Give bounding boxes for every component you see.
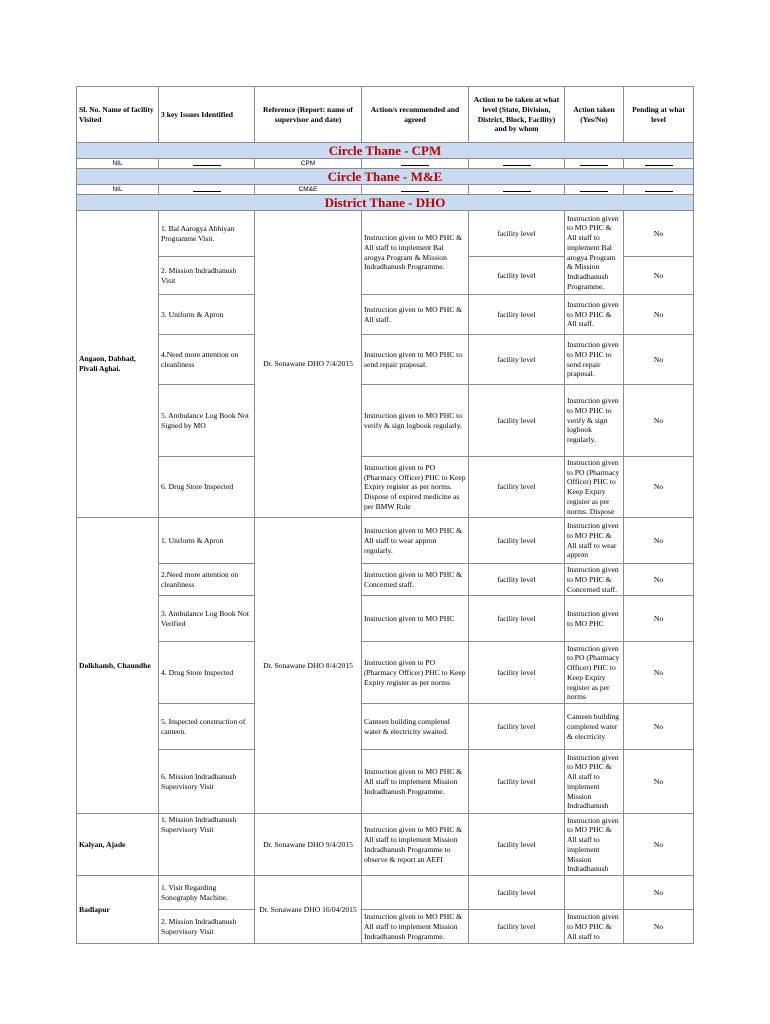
action-cell: Instruction given to MO PHC <box>362 596 469 642</box>
pending-cell: No <box>624 910 694 944</box>
table-row <box>77 335 694 385</box>
action-cell: Canteen building completed water & electricity swaited. <box>362 704 469 750</box>
pending-cell: No <box>624 642 694 704</box>
reference-cell: Dr. Sonawane DHO 16/04/2015 <box>255 876 362 944</box>
action-cell: Instruction given to MO PHC & All staff to implement Bal arogya Program & Mission Indradhanush Programme. <box>362 211 469 295</box>
pending-cell: No <box>624 704 694 750</box>
taken-cell: Instruction given to PO (Pharmacy Officer) PHC to Keep Expiry register as per norms <box>565 642 624 704</box>
table-row <box>77 518 694 564</box>
table-row <box>77 876 694 910</box>
taken-cell: Instruction given to MO PHC & All staff to implement Bal arogya Program & Mission Indradhanush Programme. <box>565 211 624 295</box>
pending-cell: No <box>624 876 694 910</box>
action-cell: Instruction given to MO PHC & All staff. <box>362 295 469 335</box>
issue-cell: 2.Need more attention on cleanliness <box>159 564 255 596</box>
action-cell: Instruction given to MO PHC & All staff to implement Mission Indradhanush Programme. <box>362 750 469 814</box>
issue-cell: 1. Bal Aarogya Abhiyan Programme Visit. <box>159 211 255 257</box>
issue-cell: 1. Mission Indradhanush Supervisory Visit <box>159 814 255 876</box>
section-me-row <box>77 169 694 185</box>
issue-cell: 5. Inspected construction of canteen. <box>159 704 255 750</box>
reference-cell: Dr. Sonawane DHO 9/4/2015 <box>255 814 362 876</box>
taken-cell: Instruction given to MO PHC to send repair praposal. <box>565 335 624 385</box>
pending-cell: No <box>624 211 694 257</box>
action-taken-report-table <box>76 86 694 944</box>
taken-cell: Instruction given to MO PHC & All staff. <box>565 295 624 335</box>
blank-mark <box>401 186 429 192</box>
blank-mark <box>503 160 531 166</box>
header-reference: Reference (Report: name of supervisor and date) <box>255 87 362 143</box>
table-row <box>77 211 694 257</box>
taken-cell: Instruction given to MO PHC to verify & sign logbook regularly. <box>565 385 624 457</box>
blank-mark <box>580 160 608 166</box>
reference-cell: Dr. Sonawane DHO 8/4/2015 <box>255 518 362 814</box>
table-row <box>77 385 694 457</box>
level-cell: facility level <box>469 295 565 335</box>
issue-cell: 3. Uniform & Apron <box>159 295 255 335</box>
level-cell: facility level <box>469 876 565 910</box>
blank-mark <box>645 160 673 166</box>
blank-mark <box>503 186 531 192</box>
action-cell: Instruction given to MO PHC & All staff to implement Mission Indradhanush Programme to observe & report an AEFI <box>362 814 469 876</box>
pending-cell: No <box>624 518 694 564</box>
action-cell <box>362 876 469 910</box>
level-cell: facility level <box>469 750 565 814</box>
issue-cell: 6. Mission Indradhanush Supervisory Visit <box>159 750 255 814</box>
pending-cell: No <box>624 257 694 295</box>
taken-cell <box>565 876 624 910</box>
table-row <box>77 564 694 596</box>
taken-cell: Instruction given to MO PHC & Concerned staff. <box>565 564 624 596</box>
taken-cell: Instruction given to PO (Pharmacy Officer) PHC to Keep Expiry register as per norms. Dispose <box>565 457 624 518</box>
level-cell: facility level <box>469 642 565 704</box>
facility-cell: Kalyan, Ajade <box>77 814 159 876</box>
pending-cell: No <box>624 335 694 385</box>
nil-cell: NIL <box>77 185 159 195</box>
blank-mark <box>193 186 221 192</box>
level-cell: facility level <box>469 564 565 596</box>
header-actions: Action/s recommended and agreed <box>362 87 469 143</box>
reference-cell: CPM <box>255 159 362 169</box>
blank-mark <box>401 160 429 166</box>
nil-row <box>77 159 694 169</box>
pending-cell: No <box>624 385 694 457</box>
section-title: Circle Thane - CPM <box>77 143 694 159</box>
table-row <box>77 457 694 518</box>
level-cell: facility level <box>469 257 565 295</box>
level-cell: facility level <box>469 335 565 385</box>
action-cell: Instruction given to MO PHC to verify & sign logbook regularly. <box>362 385 469 457</box>
blank-mark <box>193 160 221 166</box>
table-row <box>77 814 694 876</box>
action-cell: Instruction given to MO PHC to send repair praposal. <box>362 335 469 385</box>
header-row <box>77 87 694 143</box>
level-cell: facility level <box>469 211 565 257</box>
issue-cell: 5. Ambulance Log Book Not Signed by MO <box>159 385 255 457</box>
header-pending: Pending at what level <box>624 87 694 143</box>
table-row <box>77 295 694 335</box>
level-cell: facility level <box>469 457 565 518</box>
taken-cell: Instruction given to MO PHC & All staff to wear appron <box>565 518 624 564</box>
header-facility: Sl. No. Name of facility Visited <box>77 87 159 143</box>
nil-cell: NIL <box>77 159 159 169</box>
table-row <box>77 910 694 944</box>
issue-cell: 6. Drug Store Inspected <box>159 457 255 518</box>
action-cell: Instruction given to PO (Pharmacy Officer) PHC to Keep Expiry register as per norms. Dispose of expired medicine as per BMW Rule <box>362 457 469 518</box>
taken-cell: Instruction given to MO PHC & All staff to implement Mission Indradhanush <box>565 750 624 814</box>
issue-cell: 2. Mission Indradhanush Supervisory Visit <box>159 910 255 944</box>
reference-cell: Dr. Sonawane DHO 7/4/2015 <box>255 211 362 518</box>
facility-cell: Dolkhamb, Chaundhe <box>77 518 159 814</box>
action-cell: Instruction given to MO PHC & All staff to wear appron regularly. <box>362 518 469 564</box>
issue-cell: 3. Ambulance Log Book Not Verified <box>159 596 255 642</box>
level-cell: facility level <box>469 910 565 944</box>
reference-cell: CM&E <box>255 185 362 195</box>
nil-row <box>77 185 694 195</box>
section-dho-row <box>77 195 694 211</box>
taken-cell: Instruction given to MO PHC <box>565 596 624 642</box>
table-row <box>77 704 694 750</box>
issue-cell: 4. Drug Store Inspected <box>159 642 255 704</box>
issue-cell: 4.Need more attention on cleanliness <box>159 335 255 385</box>
facility-cell: Angaon, Dabhad, Pivali Aghai. <box>77 211 159 518</box>
table-row <box>77 750 694 814</box>
blank-mark <box>645 186 673 192</box>
section-cpm-row <box>77 143 694 159</box>
pending-cell: No <box>624 596 694 642</box>
taken-cell: Canteen building completed water & electricity <box>565 704 624 750</box>
issue-cell: 1. Uniform & Apron <box>159 518 255 564</box>
issue-cell: 2. Mission Indradhanush Visit <box>159 257 255 295</box>
section-title: Circle Thane - M&E <box>77 169 694 185</box>
level-cell: facility level <box>469 596 565 642</box>
table-row <box>77 596 694 642</box>
taken-cell: Instruction given to MO PHC & All staff to <box>565 910 624 944</box>
level-cell: facility level <box>469 814 565 876</box>
action-cell: Instruction given to PO (Pharmacy Officer) PHC to Keep Expiry register as per norms <box>362 642 469 704</box>
pending-cell: No <box>624 457 694 518</box>
pending-cell: No <box>624 564 694 596</box>
section-title: District Thane - DHO <box>77 195 694 211</box>
taken-cell: Instruction given to MO PHC & All staff to implement Mission Indradhanush <box>565 814 624 876</box>
table-row <box>77 642 694 704</box>
action-cell: Instruction given to MO PHC & Concerned staff. <box>362 564 469 596</box>
action-cell: Instruction given to MO PHC & All staff to implement Mission Indradhanush Programme. <box>362 910 469 944</box>
facility-cell: Badlapur <box>77 876 159 944</box>
header-issues: 3 key Issues Identified <box>159 87 255 143</box>
header-taken: Action taken (Yes/No) <box>565 87 624 143</box>
header-level: Action to be taken at what level (State, Division, District, Block, Facility) and by whom <box>469 87 565 143</box>
issue-cell: 1. Visit Regarding Sonography Machine. <box>159 876 255 910</box>
level-cell: facility level <box>469 518 565 564</box>
pending-cell: No <box>624 750 694 814</box>
blank-mark <box>580 186 608 192</box>
level-cell: facility level <box>469 385 565 457</box>
level-cell: facility level <box>469 704 565 750</box>
pending-cell: No <box>624 814 694 876</box>
pending-cell: No <box>624 295 694 335</box>
